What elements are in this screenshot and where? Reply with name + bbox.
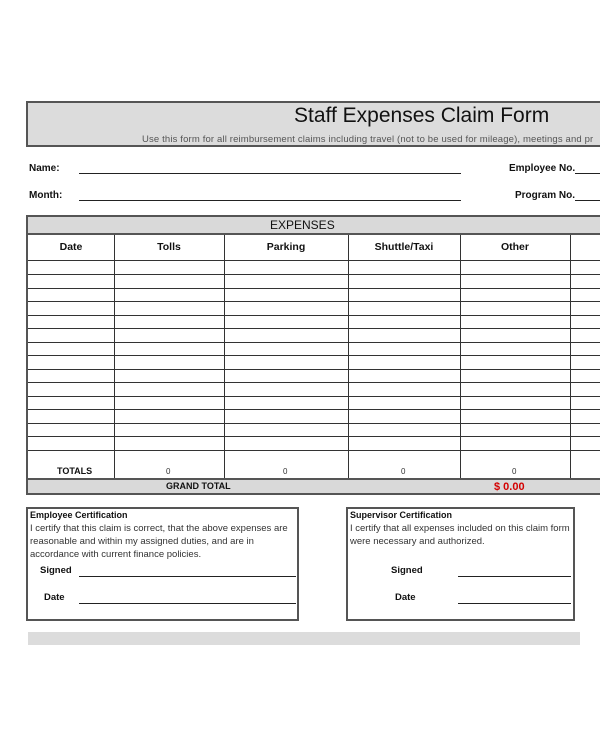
employee-no-label: Employee No.: [509, 163, 576, 174]
supervisor-signature-field[interactable]: [458, 576, 571, 577]
expenses-table: [26, 234, 600, 478]
column-header-tolls: Tolls: [157, 241, 181, 253]
table-row-line: [28, 409, 600, 410]
column-divider: [348, 235, 349, 478]
table-row-line: [28, 450, 600, 451]
column-header-parking: Parking: [266, 241, 306, 253]
supervisor-certification-text: I certify that all expenses included on this claim form were necessary and authorized.: [350, 523, 570, 547]
column-header-date: Date: [59, 241, 83, 253]
page-title: Staff Expenses Claim Form: [294, 104, 550, 127]
column-header-shuttle-taxi: Shuttle/Taxi: [374, 241, 434, 253]
column-divider: [114, 235, 115, 478]
employee-date-label: Date: [44, 592, 65, 603]
footer-bar: [28, 632, 580, 645]
column-divider: [570, 235, 571, 478]
grand-total-value: $ 0.00: [494, 481, 525, 493]
table-row-line: [28, 301, 600, 302]
employee-certification-title: Employee Certification: [30, 510, 128, 520]
column-header-other: Other: [500, 241, 529, 253]
table-row-line: [28, 288, 600, 289]
totals-other: 0: [512, 467, 517, 476]
header-row-divider: [28, 260, 600, 261]
employee-no-field[interactable]: [575, 173, 600, 174]
table-row-line: [28, 315, 600, 316]
employee-certification-text: I certify that this claim is correct, that the above expenses are reasonable and within my assigned duties, and are in accordance with current finance policies.: [30, 523, 288, 560]
totals-label: TOTALS: [57, 466, 93, 476]
month-field[interactable]: [79, 200, 461, 201]
table-row-line: [28, 396, 600, 397]
totals-shuttle-taxi: 0: [401, 467, 406, 476]
supervisor-signed-label: Signed: [391, 565, 423, 576]
table-row-line: [28, 382, 600, 383]
totals-parking: 0: [283, 467, 288, 476]
supervisor-date-label: Date: [395, 592, 416, 603]
table-row-line: [28, 369, 600, 370]
employee-signature-field[interactable]: [79, 576, 296, 577]
employee-date-field[interactable]: [79, 603, 296, 604]
month-label: Month:: [29, 190, 63, 201]
column-divider: [224, 235, 225, 478]
name-label: Name:: [29, 163, 60, 174]
table-row-line: [28, 355, 600, 356]
supervisor-certification-title: Supervisor Certification: [350, 510, 453, 520]
table-row-line: [28, 274, 600, 275]
grand-total-label: GRAND TOTAL: [166, 481, 231, 491]
table-row-line: [28, 436, 600, 437]
program-no-field[interactable]: [575, 200, 600, 201]
name-field[interactable]: [79, 173, 461, 174]
expenses-title: EXPENSES: [270, 218, 335, 232]
totals-tolls: 0: [166, 467, 171, 476]
supervisor-date-field[interactable]: [458, 603, 571, 604]
table-row-line: [28, 342, 600, 343]
program-no-label: Program No.: [515, 190, 576, 201]
table-row-line: [28, 423, 600, 424]
column-divider: [460, 235, 461, 478]
form-instructions: Use this form for all reimbursement claims including travel (not to be used for mileage), meetings and pr: [142, 134, 594, 145]
employee-signed-label: Signed: [40, 565, 72, 576]
table-row-line: [28, 328, 600, 329]
